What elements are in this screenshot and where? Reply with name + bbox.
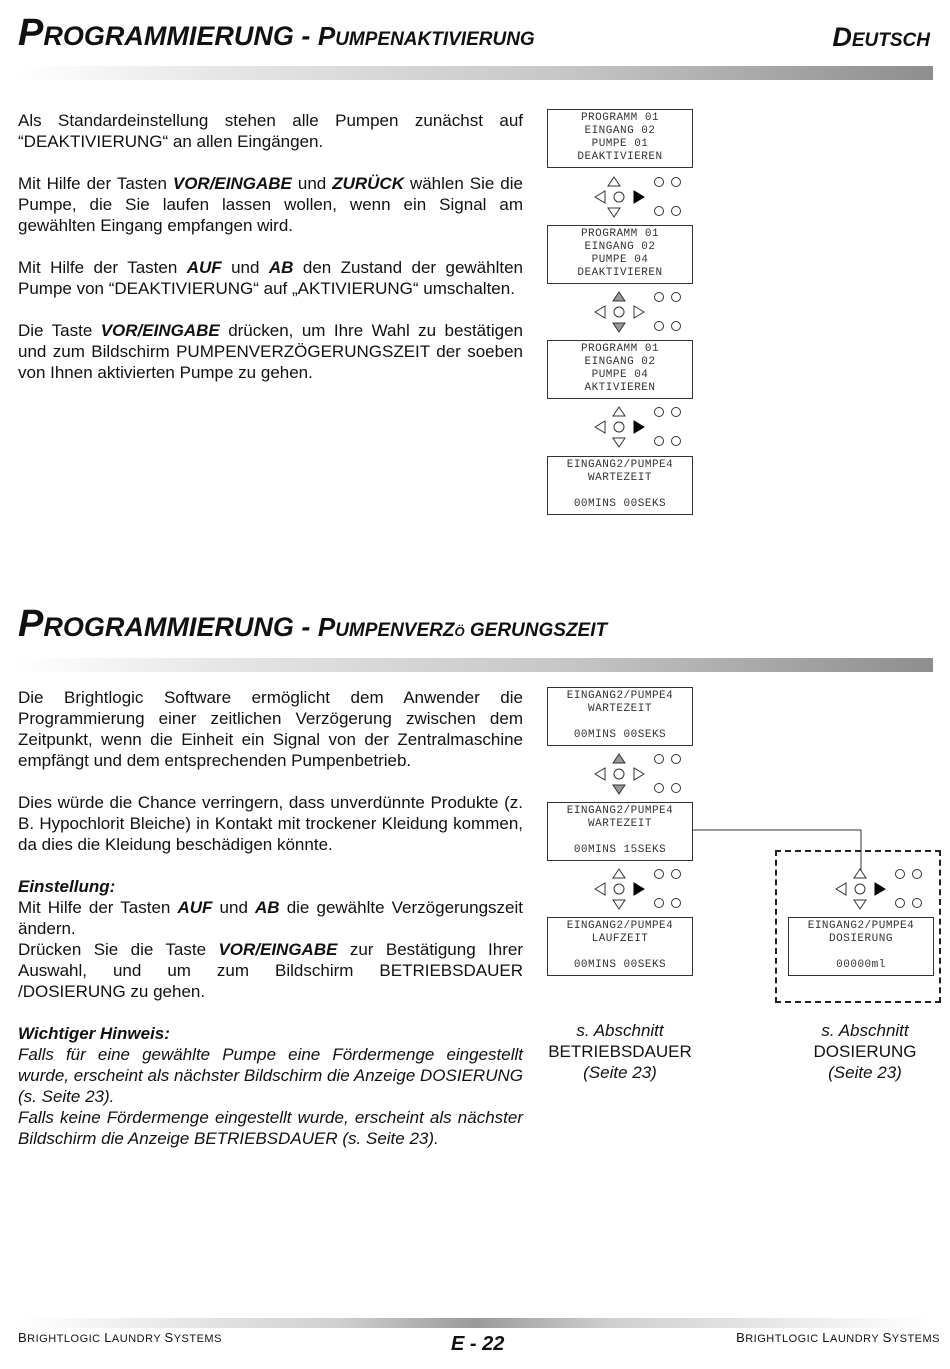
- down-arrow-icon: [613, 900, 625, 909]
- enter-arrow-icon: [634, 421, 644, 433]
- led-icon: [655, 408, 664, 417]
- note-text: Falls für eine gewählte Pumpe eine Fördermenge eingestellt wurde, erscheint als nächster Bildschirm die Anzeige DOSIERUNG (s. Seite 23).: [18, 1045, 523, 1106]
- led-icon: [655, 207, 664, 216]
- center-button-icon: [614, 192, 624, 202]
- led-icon: [655, 178, 664, 187]
- left-arrow-icon: [836, 883, 846, 895]
- footer-left-brand: BRIGHTLOGIC LAUNDRY SYSTEMS: [18, 1330, 222, 1345]
- reference-operating-time: s. Abschnitt BETRIEBSDAUER (Seite 23): [548, 1021, 692, 1082]
- section-title: PROGRAMMIERUNG - PUMPENVERZÖ GERUNGSZEIT: [18, 603, 608, 645]
- up-arrow-icon: [613, 754, 625, 763]
- led-icon: [672, 899, 681, 908]
- enter-arrow-icon: [634, 191, 644, 203]
- led-icon: [896, 870, 905, 879]
- header-bar: [18, 658, 933, 672]
- up-arrow-icon: [613, 869, 625, 878]
- up-arrow-icon: [608, 177, 620, 186]
- paragraph: Die Brightlogic Software ermöglicht dem Anwender die Programmierung einer zeitlichen Verzögerung zwischen dem Zeitpunkt, wenn die Einheit ein Signal von der Zentralmaschine empfängt und dem entsprechenden Pumpenbetrieb.: [18, 688, 523, 770]
- paragraph: Mit Hilfe der Tasten VOR/EINGABE und ZURÜCK wählen Sie die Pumpe, die Sie laufen lassen wollen, wenn ein Signal am gewählten Eingang empfangen wird.: [18, 174, 523, 235]
- led-icon: [655, 899, 664, 908]
- led-icon: [672, 207, 681, 216]
- enter-arrow-icon: [634, 883, 644, 895]
- led-icon: [655, 293, 664, 302]
- setting-heading: Einstellung:: [18, 877, 116, 896]
- note-heading: Wichtiger Hinweis:: [18, 1024, 170, 1043]
- led-icon: [896, 899, 905, 908]
- keypad-up-down: [590, 289, 700, 335]
- led-icon: [672, 408, 681, 417]
- led-icon: [672, 870, 681, 879]
- led-icon: [655, 322, 664, 331]
- keypad-up-down: [590, 751, 700, 797]
- center-button-icon: [855, 884, 865, 894]
- down-arrow-icon: [613, 785, 625, 794]
- paragraph: Die Taste VOR/EINGABE drücken, um Ihre Wahl zu bestätigen und zum Bildschirm PUMPENVERZÖGERUNGSZEIT der soeben von Ihnen aktivierten Pumpe zu gehen.: [18, 321, 523, 382]
- language-label: DEUTSCH: [832, 22, 930, 52]
- paragraph: Dies würde die Chance verringern, dass unverdünnte Produkte (z. B. Hypochlorit Bleiche) in Kontakt mit trockener Kleidung kommen, da dies die Kleidung beschädigen könnte.: [18, 793, 523, 854]
- keypad-enter: [831, 866, 941, 912]
- lcd-screen: EINGANG2/PUMPE4 WARTEZEIT 00MINS 00SEKS: [547, 456, 693, 515]
- reference-dosing: s. Abschnitt DOSIERUNG (Seite 23): [813, 1021, 917, 1082]
- down-arrow-icon: [608, 208, 620, 217]
- down-arrow-icon: [613, 323, 625, 332]
- lcd-screen: EINGANG2/PUMPE4 WARTEZEIT 00MINS 00SEKS: [547, 687, 693, 746]
- led-icon: [672, 755, 681, 764]
- lcd-screen: PROGRAMM 01 EINGANG 02 PUMPE 04 AKTIVIEREN: [547, 340, 693, 399]
- lcd-screen: PROGRAMM 01 EINGANG 02 PUMPE 01 DEAKTIVIEREN: [547, 109, 693, 168]
- up-arrow-icon: [854, 869, 866, 878]
- center-button-icon: [614, 769, 624, 779]
- up-arrow-icon: [613, 292, 625, 301]
- center-button-icon: [614, 884, 624, 894]
- page-title: PROGRAMMIERUNG - PUMPENAKTIVIERUNG: [18, 12, 535, 54]
- section1-text: [18, 110, 523, 404]
- enter-arrow-icon: [634, 768, 644, 780]
- center-button-icon: [614, 422, 624, 432]
- left-arrow-icon: [595, 421, 605, 433]
- keypad-enter: [590, 404, 700, 450]
- lcd-screen: EINGANG2/PUMPE4 WARTEZEIT 00MINS 15SEKS: [547, 802, 693, 861]
- down-arrow-icon: [854, 900, 866, 909]
- footer-bar: [18, 1318, 933, 1328]
- footer-right-brand: BRIGHTLOGIC LAUNDRY SYSTEMS: [736, 1330, 940, 1345]
- left-arrow-icon: [595, 883, 605, 895]
- paragraph: Als Standardeinstellung stehen alle Pumpen zunächst auf “DEAKTIVIERUNG“ an allen Eingängen.: [18, 111, 523, 151]
- led-icon: [672, 784, 681, 793]
- led-icon: [672, 178, 681, 187]
- enter-arrow-icon: [634, 306, 644, 318]
- keypad-enter: [590, 866, 700, 912]
- page-number: E - 22: [451, 1333, 505, 1355]
- led-icon: [655, 437, 664, 446]
- paragraph: Drücken Sie die Taste VOR/EINGABE zur Bestätigung Ihrer Auswahl, und um zum Bildschirm BETRIEBSDAUER /DOSIERUNG zu gehen.: [18, 940, 523, 1001]
- section2-text: [18, 687, 523, 1149]
- led-icon: [913, 899, 922, 908]
- led-icon: [655, 784, 664, 793]
- keypad-enter: [590, 174, 700, 220]
- led-icon: [655, 870, 664, 879]
- up-arrow-icon: [613, 407, 625, 416]
- led-icon: [672, 293, 681, 302]
- center-button-icon: [614, 307, 624, 317]
- lcd-screen: PROGRAMM 01 EINGANG 02 PUMPE 04 DEAKTIVIEREN: [547, 225, 693, 284]
- note-text: Falls keine Fördermenge eingestellt wurde, erscheint als nächster Bildschirm die Anzeige BETRIEBSDAUER (s. Seite 23).: [18, 1108, 523, 1148]
- left-arrow-icon: [595, 768, 605, 780]
- led-icon: [913, 870, 922, 879]
- lcd-screen: EINGANG2/PUMPE4 LAUFZEIT 00MINS 00SEKS: [547, 917, 693, 976]
- header-bar: [18, 66, 933, 80]
- enter-arrow-icon: [875, 883, 885, 895]
- left-arrow-icon: [595, 306, 605, 318]
- down-arrow-icon: [613, 438, 625, 447]
- paragraph: Mit Hilfe der Tasten AUF und AB die gewählte Verzögerungszeit ändern.: [18, 898, 524, 938]
- led-icon: [655, 755, 664, 764]
- left-arrow-icon: [595, 191, 605, 203]
- led-icon: [672, 322, 681, 331]
- lcd-screen: EINGANG2/PUMPE4 DOSIERUNG 00000ml: [788, 917, 934, 976]
- led-icon: [672, 437, 681, 446]
- paragraph: Mit Hilfe der Tasten AUF und AB den Zustand der gewählten Pumpe von “DEAKTIVIERUNG“ auf „AKTIVIERUNG“ umschalten.: [18, 258, 524, 298]
